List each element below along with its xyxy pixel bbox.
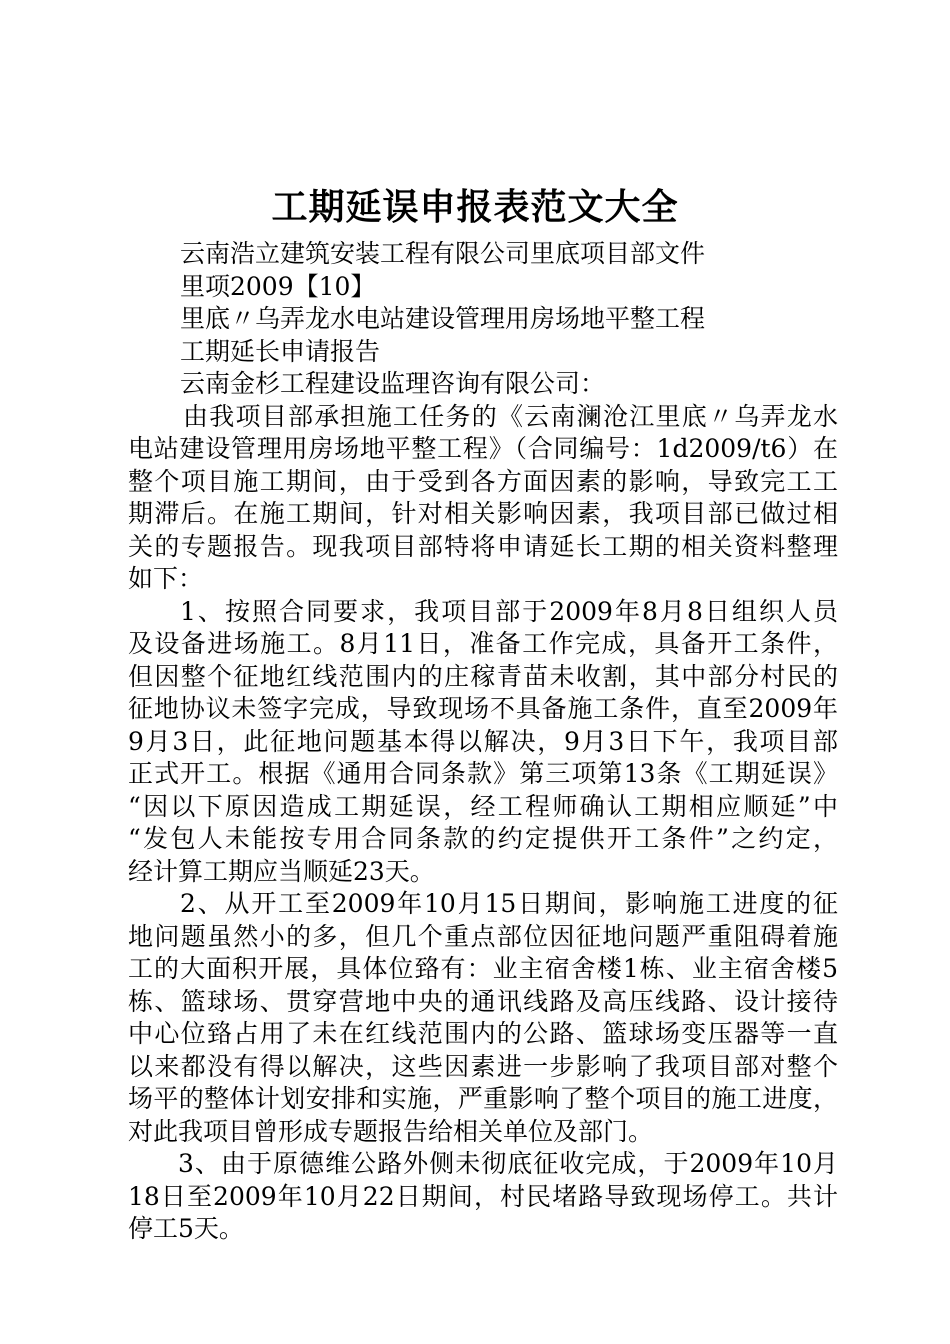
- paragraph-line: 地问题虽然小的多，但几个重点部位因征地问题严重阻碍着施: [128, 921, 838, 951]
- project-name-line: 里底〃乌弄龙水电站建设管理用房场地平整工程: [180, 304, 706, 333]
- paragraph-line: 栋、篮球场、贯穿营地中央的通讯线路及高压线路、设计接待: [128, 986, 838, 1016]
- paragraph-line: 停工5天。: [128, 1214, 244, 1243]
- paragraph-intro: [128, 401, 838, 596]
- paragraph-line: 关的专题报告。现我项目部特将申请延长工期的相关资料整理: [128, 531, 838, 561]
- paragraph-line: 对此我项目曾形成专题报告给相关单位及部门。: [128, 1116, 654, 1146]
- paragraph-line: “发包人未能按专用合同条款的约定提供开工条件”之约定，: [128, 824, 838, 853]
- paragraph-line: 整个项目施工期间，由于受到各方面因素的影响，导致完工工: [128, 466, 838, 496]
- report-subject-line: 工期延长申请报告: [180, 336, 381, 366]
- paragraph-item-2: [128, 888, 838, 1148]
- document-body: [128, 238, 838, 1246]
- paragraph-line: 中心位臵占用了未在红线范围内的公路、篮球场变压器等一直: [128, 1019, 838, 1048]
- paragraph-line: 及设备进场施工。8月11日，准备工作完成，具备开工条件，: [128, 629, 838, 658]
- paragraph-line: 场平的整体计划安排和实施，严重影响了整个项目的施工进度，: [128, 1084, 838, 1113]
- paragraph-line: 由我项目部承担施工任务的《云南澜沧江里底〃乌弄龙水: [183, 401, 838, 431]
- paragraph-line: 1、按照合同要求，我项目部于2009年8月8日组织人员: [180, 596, 838, 626]
- document-number-line: 里项2009【10】: [180, 271, 376, 301]
- paragraph-line: 经计算工期应当顺延23天。: [128, 856, 435, 886]
- paragraph-item-3: [128, 1148, 838, 1246]
- company-header-line: 云南浩立建筑安装工程有限公司里底项目部文件: [180, 239, 706, 268]
- paragraph-line: 3、由于原德维公路外侧未彻底征收完成，于2009年10月: [178, 1149, 838, 1178]
- paragraph-line: 9月3日，此征地问题基本得以解决，9月3日下午，我项目部: [128, 726, 838, 756]
- paragraph-line: 以来都没有得以解决，这些因素进一步影响了我项目部对整个: [128, 1051, 838, 1081]
- paragraph-line: 工的大面积开展，具体位臵有：业主宿舍楼1栋、业主宿舍楼5: [128, 954, 838, 983]
- paragraph-line: 2、从开工至2009年10月15日期间，影响施工进度的征: [180, 889, 838, 918]
- paragraph-line: 征地协议未签字完成，导致现场不具备施工条件，直至2009年: [128, 694, 838, 723]
- paragraph-line: 期滞后。在施工期间，针对相关影响因素，我项目部已做过相: [128, 499, 838, 528]
- paragraph-line: “因以下原因造成工期延误，经工程师确认工期相应顺延”中: [128, 791, 838, 821]
- recipient-line: 云南金杉工程建设监理咨询有限公司：: [180, 369, 606, 398]
- paragraph-line: 电站建设管理用房场地平整工程》（合同编号：1d2009/t6）在: [128, 434, 838, 463]
- paragraph-line: 但因整个征地红线范围内的庄稼青苗未收割，其中部分村民的: [128, 661, 838, 691]
- paragraph-line: 正式开工。根据《通用合同条款》第三项第13条《工期延误》: [128, 759, 838, 788]
- document-title: 工期延误申报表范文大全: [271, 187, 679, 228]
- paragraph-line: 如下：: [128, 564, 204, 593]
- paragraph-line: 18日至2009年10月22日期间，村民堵路导致现场停工。共计: [128, 1181, 838, 1211]
- header-block: [128, 238, 838, 401]
- paragraph-item-1: [128, 596, 838, 889]
